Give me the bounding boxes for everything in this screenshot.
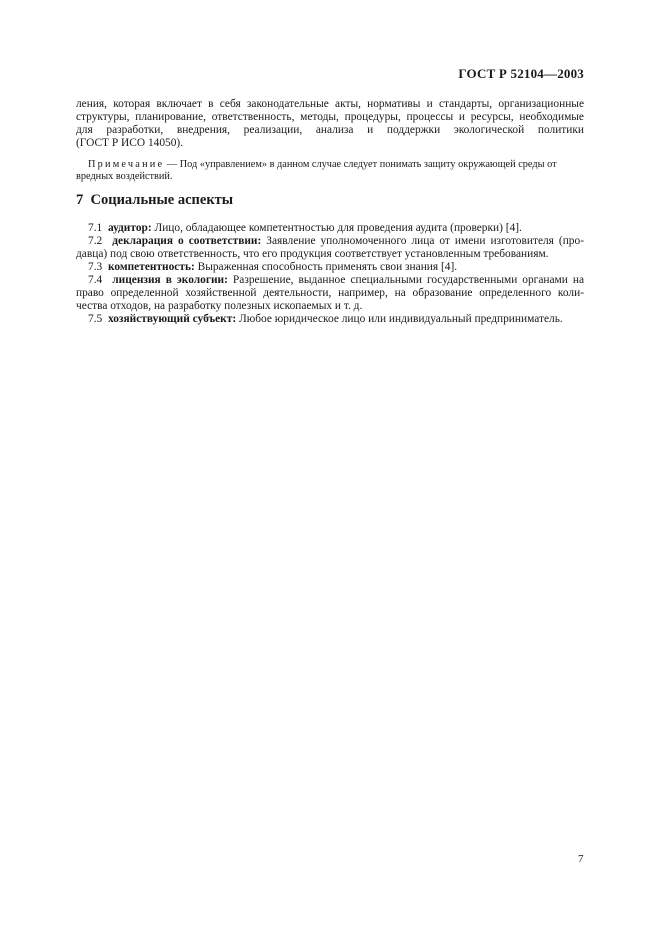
term-definition: Лицо, обладающее компетентностью для проведения аудита (проверки) [4]. xyxy=(151,222,522,234)
term-number: 7.1 xyxy=(88,222,103,234)
note-label: Примечание xyxy=(88,159,165,170)
body-text-line: для разработки, внедрения, реализации, анализа и поддержки экологической политики xyxy=(76,124,584,136)
term-name: лицензия в экологии: xyxy=(112,274,228,286)
term-entry-7-4 xyxy=(76,274,584,287)
term-definition: Заявление уполномоченного лица от имени изготовителя (про- xyxy=(261,235,584,247)
note-text-cont: вредных воздействий. xyxy=(76,171,173,182)
term-number: 7.5 xyxy=(88,313,103,325)
term-definition: Выраженная способность применять свои знания [4]. xyxy=(194,261,458,273)
section-heading xyxy=(76,192,233,209)
section-number: 7 xyxy=(76,192,84,208)
term-entry-7-1 xyxy=(76,222,584,235)
term-definition-cont: чества отходов, на разработку полезных ископаемых и т. д. xyxy=(76,300,363,312)
section-title: Социальные аспекты xyxy=(90,192,234,208)
term-number: 7.3 xyxy=(88,261,103,273)
term-definition: Любое юридическое лицо или индивидуальный предприниматель. xyxy=(236,313,563,325)
term-name: хозяйствующий субъект: xyxy=(107,313,237,325)
term-name: аудитор: xyxy=(107,222,152,234)
body-text-line: (ГОСТ Р ИСО 14050). xyxy=(76,137,184,149)
document-header: ГОСТ Р 52104—2003 xyxy=(458,66,584,81)
term-entry-7-2 xyxy=(76,235,584,248)
term-entry-7-5 xyxy=(76,313,584,326)
term-entry-7-3 xyxy=(76,261,584,274)
term-name: компетентность: xyxy=(107,261,195,273)
body-text-line: ления, которая включает в себя законодательные акты, нормативы и стандарты, организационные xyxy=(76,98,584,110)
term-definition-cont: давца) под свою ответственность, что его продукция соответствует установленным требованиям. xyxy=(76,248,549,260)
term-definition-cont: право определенной хозяйственной деятельности, например, на образование определенного коли- xyxy=(76,287,584,299)
term-name: декларация о соответствии: xyxy=(112,235,262,247)
term-definition: Разрешение, выданное специальными государственными органами на xyxy=(227,274,585,286)
page-number: 7 xyxy=(578,853,584,865)
term-number: 7.4 xyxy=(88,274,103,286)
term-number: 7.2 xyxy=(88,235,103,247)
body-text-line: структуры, планирование, ответственность, методы, процедуры, процессы и ресурсы, необходимые xyxy=(76,111,584,123)
note-text: — Под «управлением» в данном случае следует понимать защиту окружающей среды от xyxy=(164,159,557,170)
